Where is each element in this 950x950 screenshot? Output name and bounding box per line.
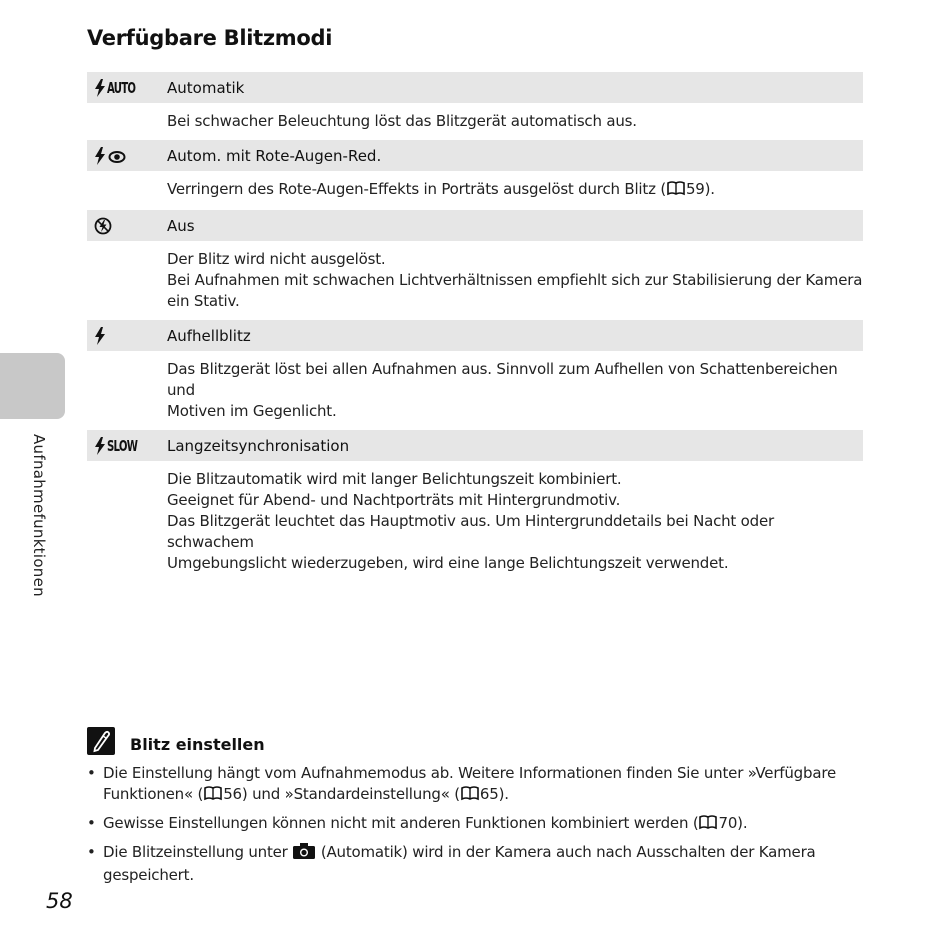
flash-off-icon [94, 210, 112, 241]
book-ref-icon [667, 181, 685, 202]
mode-row-red-eye [87, 140, 863, 171]
note-text: ). [737, 814, 748, 832]
flash-red-eye-icon [94, 140, 126, 171]
book-ref-icon [699, 815, 717, 836]
list-item [87, 813, 847, 836]
note-line: gespeichert. [103, 866, 194, 884]
mode-row-auto [87, 72, 863, 103]
book-ref-icon [204, 786, 222, 807]
note-text: ). [498, 785, 509, 803]
note-line: Die Einstellung hängt vom Aufnahmemodus ab. Weitere Informationen finden Sie unter »Verfügbare [103, 764, 836, 782]
flash-mode-table [87, 72, 863, 582]
book-ref-icon [461, 786, 479, 807]
mode-desc-off [87, 241, 863, 320]
mode-row-slow-sync [87, 430, 863, 461]
mode-name-slow-sync: Langzeitsynchronisation [167, 436, 350, 455]
flash-fill-icon [94, 320, 106, 351]
note-text: (Automatik) wird in der Kamera auch nach Ausschalten der Kamera [320, 843, 816, 861]
page-ref: 59 [685, 180, 705, 198]
page-ref: 70 [718, 814, 738, 832]
mode-row-fill [87, 320, 863, 351]
mode-desc-fill [87, 351, 863, 430]
camera-icon [293, 843, 315, 865]
mode-name-off: Aus [167, 216, 195, 235]
note-list [87, 763, 847, 892]
desc-text: ). [704, 180, 715, 198]
page-ref: 65 [479, 785, 499, 803]
page-ref: 56 [223, 785, 242, 803]
mode-name-fill: Aufhellblitz [167, 326, 251, 345]
mode-desc-red-eye [87, 171, 863, 210]
desc-line: Umgebungslicht wiederzugeben, wird eine lange Belichtungszeit verwendet. [167, 554, 729, 572]
chapter-label: Aufnahmefunktionen [30, 434, 48, 597]
flash-auto-icon [94, 72, 145, 103]
page-number: 58 [46, 889, 73, 913]
flash-slow-icon-text: SLOW [107, 436, 138, 455]
list-item [87, 842, 847, 886]
desc-line: Das Blitzgerät löst bei allen Aufnahmen aus. Sinnvoll zum Aufhellen von Schattenbereichen und [167, 360, 838, 399]
list-item [87, 763, 847, 807]
desc-text: Verringern des Rote-Augen-Effekts in Porträts ausgelöst durch Blitz ( [167, 180, 666, 198]
flash-auto-icon-text: AUTO [107, 78, 136, 97]
mode-name-red-eye: Autom. mit Rote-Augen-Red. [167, 146, 382, 165]
bullet: • [87, 843, 96, 861]
note-text: ) und »Standardeinstellung« ( [241, 785, 460, 803]
pencil-note-icon [87, 727, 115, 755]
bullet: • [87, 764, 96, 782]
desc-line: Das Blitzgerät leuchtet das Hauptmotiv aus. Um Hintergrunddetails bei Nacht oder schwachem [167, 512, 774, 551]
desc-line: Motiven im Gegenlicht. [167, 402, 337, 420]
mode-desc-slow-sync [87, 461, 863, 582]
note-text: Gewisse Einstellungen können nicht mit anderen Funktionen kombiniert werden ( [103, 814, 699, 832]
desc-line: Bei Aufnahmen mit schwachen Lichtverhältnissen empfiehlt sich zur Stabilisierung der Kamera [167, 271, 863, 289]
desc-line [167, 179, 863, 202]
desc-line: Der Blitz wird nicht ausgelöst. [167, 250, 386, 268]
mode-desc-auto [87, 103, 863, 140]
note-title: Blitz einstellen [130, 735, 265, 754]
desc-line: Die Blitzautomatik wird mit langer Belichtungszeit kombiniert. [167, 470, 622, 488]
note-text: Die Blitzeinstellung unter [103, 843, 288, 861]
bullet: • [87, 814, 96, 832]
note-line [103, 784, 847, 807]
mode-name-auto: Automatik [167, 78, 245, 97]
chapter-tab [0, 353, 65, 419]
mode-row-off [87, 210, 863, 241]
desc-line: Geeignet für Abend- und Nachtporträts mit Hintergrundmotiv. [167, 491, 621, 509]
desc-line: ein Stativ. [167, 292, 240, 310]
desc-line: Bei schwacher Beleuchtung löst das Blitzgerät automatisch aus. [167, 112, 637, 130]
note-text: Funktionen« ( [103, 785, 204, 803]
page-title: Verfügbare Blitzmodi [87, 26, 333, 50]
flash-slow-sync-icon [94, 430, 147, 461]
